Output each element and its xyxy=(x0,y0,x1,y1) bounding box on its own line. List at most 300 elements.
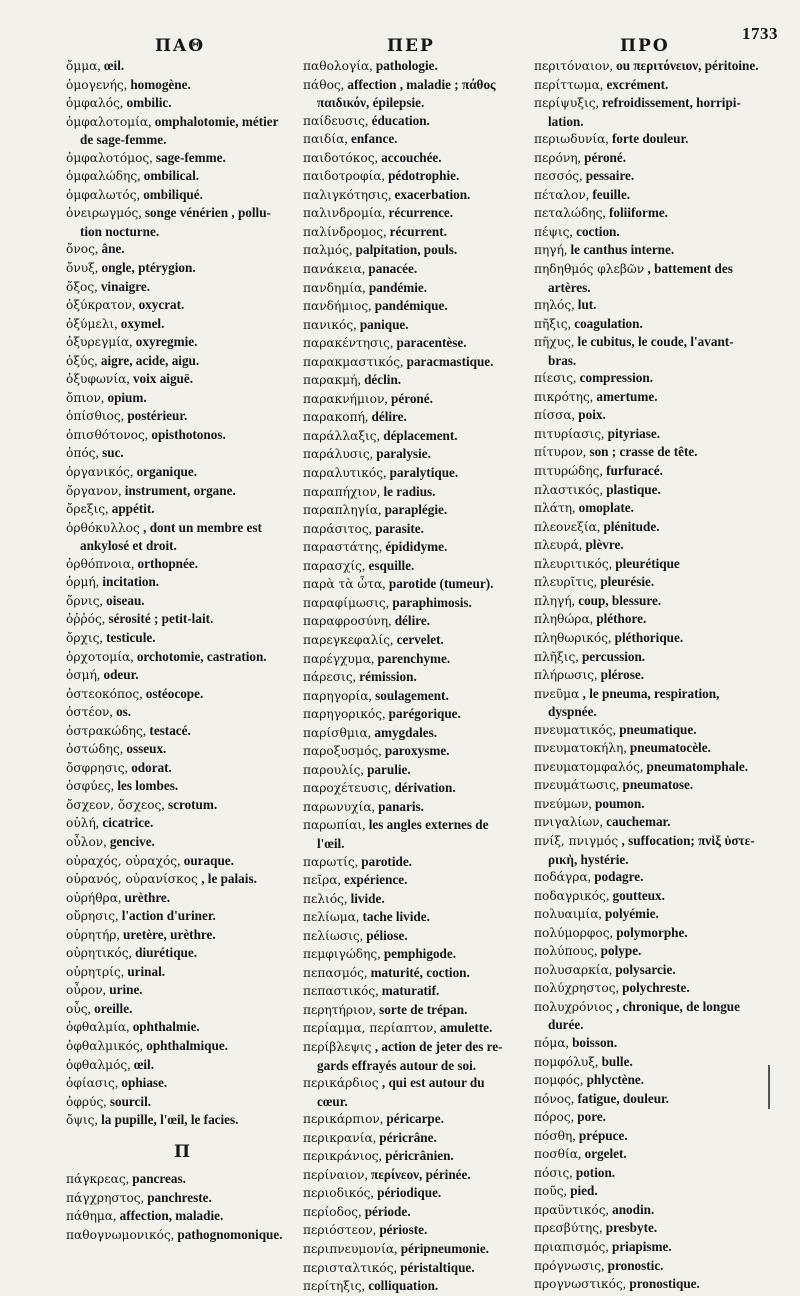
french-definition: pessaire. xyxy=(585,168,635,184)
dictionary-entry: πνιγαλίων, cauchemar. xyxy=(534,814,671,830)
dictionary-entry: παίδευσις, éducation. xyxy=(303,112,430,128)
greek-term: περικάρπιον xyxy=(303,1112,380,1127)
greek-term: παλιγκότησις xyxy=(303,187,388,202)
greek-term: ὁμογενής xyxy=(66,77,124,92)
french-definition: appétit. xyxy=(111,501,155,517)
dictionary-entry: οὐρητρίς, urinal. xyxy=(66,963,166,979)
french-definition: organique. xyxy=(136,464,198,480)
greek-term: πολυχρόνιος xyxy=(534,999,613,1014)
greek-term: περίναιον xyxy=(303,1167,365,1182)
french-definition: coction. xyxy=(576,223,620,239)
french-definition: parenchyme. xyxy=(377,650,451,666)
greek-term: ποσθία xyxy=(534,1147,579,1162)
dictionary-entry: παρὰ τὰ ὦτα, parotide (tumeur). xyxy=(303,576,494,592)
dictionary-entry: παρασχίς, esquille. xyxy=(303,557,415,573)
dictionary-entry: παρηγορία, soulagement. xyxy=(303,687,449,703)
greek-term: ὀρθόπνοια xyxy=(66,556,131,571)
greek-term: πλευρά xyxy=(534,538,579,553)
greek-term: παίδευσις xyxy=(303,113,366,128)
dictionary-entry: περιπνευμονία, péripneumonie. xyxy=(303,1241,489,1256)
greek-term: παρουλίς xyxy=(303,762,361,777)
french-definition: de sage-femme. xyxy=(80,132,167,148)
french-definition: périodique. xyxy=(377,1185,442,1201)
greek-term: περιπνευμονία xyxy=(303,1242,395,1256)
column-header-2: ΠΕΡ xyxy=(387,36,435,56)
greek-term: παραπήχιον xyxy=(303,484,377,499)
dictionary-entry: ὀνειρωγμός, songe vénérien , pollu- xyxy=(66,205,271,221)
greek-term: πίτυρον xyxy=(534,445,583,460)
greek-term: παλινδρομία xyxy=(303,206,382,221)
french-definition: scrotum. xyxy=(167,796,218,812)
dictionary-entry: ὀσφύες, les lombes. xyxy=(66,778,179,794)
greek-term: πῆχυς xyxy=(534,335,571,350)
dictionary-entry: παραπληγία, paraplégie. xyxy=(303,502,448,518)
greek-term: πληγή xyxy=(534,593,572,608)
greek-term: ὀνειρωγμός xyxy=(66,206,139,221)
french-definition: soulagement. xyxy=(375,687,449,703)
greek-term: οὐρητρίς xyxy=(66,964,121,979)
french-definition: péricarpe. xyxy=(386,1111,444,1127)
greek-term: ὀξυφωνία xyxy=(66,372,127,387)
dictionary-entry: πεταλώδης, foliiforme. xyxy=(534,205,668,221)
greek-term: ὄξος xyxy=(66,279,95,294)
french-definition: polyémie. xyxy=(605,906,659,922)
greek-term: παρωπίαι xyxy=(303,818,363,833)
french-definition: accouchée. xyxy=(381,149,442,165)
dictionary-entry: πολυαιμία, polyémie. xyxy=(534,906,659,922)
dictionary-entry xyxy=(534,685,780,704)
dictionary-entry: παρακνήμιον, péroné. xyxy=(303,390,433,406)
dictionary-entry: πάγκρεας, pancreas. xyxy=(66,1171,186,1187)
french-definition: rémission. xyxy=(359,669,417,685)
dictionary-entry: πελίωσις, péliose. xyxy=(303,927,408,943)
greek-term: περικράνιος xyxy=(303,1149,379,1164)
greek-term: πεῖρα xyxy=(303,873,338,888)
french-definition: gencive. xyxy=(109,833,155,849)
french-definition: diurétique. xyxy=(135,945,198,961)
greek-term: ὀμφαλώδης xyxy=(66,169,138,184)
french-definition: ρικὴ, hystérie. xyxy=(548,851,629,867)
dictionary-entry: πικρότης, amertume. xyxy=(534,388,658,404)
greek-term: πλάτη xyxy=(534,501,573,516)
greek-term: ὄρνις xyxy=(66,593,100,608)
greek-term: πολύχρηστος xyxy=(534,981,616,996)
dictionary-entry: ὀμφαλωτός, ombiliqué. xyxy=(66,186,203,202)
greek-term: περιωδυνία xyxy=(534,132,606,147)
greek-term: περίψυξις xyxy=(534,96,596,111)
greek-term: πεπασμός xyxy=(303,965,364,980)
dictionary-entry: περισταλτικός, péristaltique. xyxy=(303,1259,475,1275)
greek-term: παροχέτευσις xyxy=(303,781,388,796)
dictionary-entry: πόνος, fatigue, douleur. xyxy=(534,1090,669,1106)
french-definition: polymorphe. xyxy=(616,924,688,940)
greek-term: ὁρμή xyxy=(66,575,96,590)
dictionary-entry: πρεσβύτης, presbyte. xyxy=(534,1220,658,1236)
greek-term: πελιός xyxy=(303,891,344,906)
greek-term: πληθωρικός xyxy=(534,630,609,645)
french-definition: péripneumonie. xyxy=(400,1241,489,1256)
dictionary-entry: ὄρεξις, appétit. xyxy=(66,501,155,517)
greek-term: ποδάγρα xyxy=(534,870,588,885)
french-definition: panchreste. xyxy=(147,1189,212,1205)
greek-term: πνιγαλίων xyxy=(534,815,600,830)
greek-term: πάθος xyxy=(303,77,341,92)
dictionary-entry: πριαπισμός, priapisme. xyxy=(534,1239,672,1254)
french-definition: suc. xyxy=(102,445,124,461)
greek-term: παραπληγία xyxy=(303,503,378,518)
french-definition: oreille. xyxy=(94,1000,133,1016)
greek-term: παρασχίς xyxy=(303,558,362,573)
dictionary-entry: πάρεσις, rémission. xyxy=(303,669,417,685)
greek-term: ὀρχοτομία xyxy=(66,649,131,664)
dictionary-entry: πολύμορφος, polymorphe. xyxy=(534,924,688,940)
french-definition: pléthore. xyxy=(596,611,647,627)
dictionary-entry: πεσσός, pessaire. xyxy=(534,168,635,184)
greek-term: περίοδος xyxy=(303,1204,359,1219)
dictionary-entry: πλεονεξία, plénitude. xyxy=(534,518,660,534)
french-definition: urine. xyxy=(109,982,143,998)
dictionary-entry: ὀῤῥός, sérosité ; petit-lait. xyxy=(66,611,214,627)
greek-term: πνίξ, πνιγμός xyxy=(534,833,619,848)
greek-term: πανικός xyxy=(303,317,354,332)
greek-term: ὀφθαλμικός xyxy=(66,1038,140,1053)
french-definition: vinaigre. xyxy=(100,278,151,294)
french-definition: péliose. xyxy=(366,927,408,943)
greek-term: παθολογία xyxy=(303,59,370,73)
dictionary-entry: πρόγνωσις, pronostic. xyxy=(534,1257,664,1273)
greek-term: περιτόναιον xyxy=(534,59,610,73)
greek-term: περητήριον xyxy=(303,1002,373,1017)
dictionary-entry: πηγή, le canthus interne. xyxy=(534,242,675,258)
greek-term: πάγκρεας xyxy=(66,1172,126,1187)
dictionary-entry: ὀξύμελι, oxymel. xyxy=(66,315,165,331)
dictionary-entry: παραπήχιον, le radius. xyxy=(303,483,436,499)
dictionary-entry: ὄρχις, testicule. xyxy=(66,629,156,645)
dictionary-entry: παραστάτης, épididyme. xyxy=(303,539,448,555)
french-definition: osseux. xyxy=(126,741,167,757)
dictionary-entry: ποδαγρικός, goutteux. xyxy=(534,887,665,903)
dictionary-entry: οὖλον, gencive. xyxy=(66,833,155,849)
dictionary-entry: παρακμή, déclin. xyxy=(303,372,402,388)
french-definition: pityriase. xyxy=(607,425,661,441)
greek-term: πέψις xyxy=(534,224,570,239)
greek-term: πηλός xyxy=(534,298,572,313)
greek-term: περιόστεον xyxy=(303,1223,373,1238)
greek-term: πελίωσις xyxy=(303,928,360,943)
dictionary-entry: ὀστρακώδης, testacé. xyxy=(66,722,191,738)
french-definition: pleurétique xyxy=(615,555,680,571)
greek-term: παράλλαξις xyxy=(303,428,377,443)
french-definition: péricrâne. xyxy=(379,1129,437,1145)
french-definition: songe vénérien , pollu- xyxy=(144,205,271,221)
dictionary-entry: οὖρον, urine. xyxy=(66,982,143,998)
dictionary-entry: πάθος, affection , maladie ; πάθος xyxy=(303,76,496,92)
dictionary-entry: ὄρνις, oiseau. xyxy=(66,592,145,608)
french-definition: pemphigode. xyxy=(383,946,457,962)
greek-term: παιδοτόκος xyxy=(303,150,375,165)
greek-term: ὀπισθότονος xyxy=(66,427,145,442)
dictionary-entry: πανδήμιος, pandémique. xyxy=(303,298,448,314)
french-definition: , dont un membre est xyxy=(143,519,262,535)
french-definition: compression. xyxy=(579,370,654,386)
dictionary-entry: παρέγχυμα, parenchyme. xyxy=(303,650,451,666)
greek-term: οὖς xyxy=(66,1001,88,1016)
greek-term: παρωνυχία xyxy=(303,799,372,814)
dictionary-entry: ὀργανικός, organique. xyxy=(66,464,198,480)
french-definition: pédotrophie. xyxy=(388,168,460,184)
french-definition: éducation. xyxy=(371,112,430,128)
greek-term: οὐρήθρα xyxy=(66,890,118,905)
greek-term: πνευματοκήλη xyxy=(534,741,624,756)
dictionary-entry: πεμφιγώδης, pemphigode. xyxy=(303,946,457,962)
dictionary-entry: παλινδρομία, récurrence. xyxy=(303,205,454,221)
dictionary-entry xyxy=(534,703,780,721)
greek-term: παράσιτος xyxy=(303,521,369,536)
dictionary-entry: πεῖρα, expérience. xyxy=(303,872,408,888)
greek-term: ὀσμή xyxy=(66,668,97,683)
dictionary-entry: περιοδικός, périodique. xyxy=(303,1185,442,1201)
french-definition: opisthotonos. xyxy=(151,426,226,442)
french-definition: sourcil. xyxy=(109,1093,152,1109)
greek-term: ὀμφαλοτομία xyxy=(66,114,149,129)
french-definition: panacée. xyxy=(368,261,418,277)
dictionary-entry: ποσθία, orgelet. xyxy=(534,1146,627,1162)
greek-term: πεσσός xyxy=(534,169,580,184)
dictionary-entry: πόμα, boisson. xyxy=(534,1034,618,1050)
dictionary-entry xyxy=(303,1093,529,1111)
french-definition: péricrânien. xyxy=(385,1148,454,1164)
dictionary-entry: ὀξύκρατον, oxycrat. xyxy=(66,297,185,313)
french-definition: dyspnée. xyxy=(548,704,597,720)
french-definition: os. xyxy=(116,704,132,720)
french-definition: délire. xyxy=(394,613,430,629)
greek-term: παρακμαστικός xyxy=(303,354,401,369)
greek-term: παρακοπή xyxy=(303,410,365,425)
french-definition: ophiase. xyxy=(121,1075,168,1091)
french-definition: pandémique. xyxy=(374,298,448,314)
french-definition: affection, maladie. xyxy=(119,1208,224,1224)
french-definition: son ; crasse de tête. xyxy=(589,444,698,460)
french-definition: déplacement. xyxy=(383,427,458,443)
dictionary-entry: περιτόναιον, ou περιτόνειον, péritoine. xyxy=(534,58,759,73)
french-definition: fatigue, douleur. xyxy=(577,1090,669,1106)
french-definition: , qui est autour du xyxy=(381,1075,485,1091)
french-definition: excrément. xyxy=(606,76,669,92)
greek-term: ποῦς xyxy=(534,1184,564,1199)
greek-term: πρόγνωσις xyxy=(534,1258,602,1273)
french-definition: ophthalmie. xyxy=(132,1019,200,1035)
french-definition: podagre. xyxy=(594,869,644,885)
french-definition: uretère, urèthre. xyxy=(123,926,216,942)
french-definition: panique. xyxy=(359,316,409,332)
french-definition: sérosité ; petit-lait. xyxy=(108,611,214,627)
french-definition: pneumatocèle. xyxy=(629,740,711,756)
dictionary-entry: ὄργανον, instrument, organe. xyxy=(66,482,236,498)
french-definition: postérieur. xyxy=(127,408,188,424)
greek-term: πέταλον xyxy=(534,187,586,202)
greek-term: ὀπός xyxy=(66,446,96,461)
dictionary-entry: παρωνυχία, panaris. xyxy=(303,798,424,814)
french-definition: parulie. xyxy=(367,761,411,777)
dictionary-entry: περιωδυνία, forte douleur. xyxy=(534,131,689,147)
french-definition: l'œil. xyxy=(317,835,345,851)
greek-term: περίβλεψις xyxy=(303,1039,372,1054)
dictionary-entry: ὄψις, la pupille, l'œil, le facies. xyxy=(66,1112,239,1128)
french-definition: ombiliqué. xyxy=(143,186,203,202)
greek-term: πίεσις xyxy=(534,371,574,386)
dictionary-entry xyxy=(303,1038,529,1057)
french-definition: testicule. xyxy=(106,629,156,645)
french-definition: ankylosé et droit. xyxy=(80,538,177,554)
greek-term: ὀστεοκόπος xyxy=(66,686,140,701)
dictionary-entry: περικάρπιον, péricarpe. xyxy=(303,1111,444,1127)
french-definition: oxymel. xyxy=(120,315,165,331)
dictionary-entry: πνευμάτωσις, pneumatose. xyxy=(534,777,694,793)
french-definition: œil. xyxy=(104,58,125,73)
french-definition: percussion. xyxy=(581,648,646,664)
french-definition: pneumatique. xyxy=(619,721,697,737)
greek-term: πολυσαρκία xyxy=(534,962,609,977)
dictionary-entry: παράλυσις, paralysie. xyxy=(303,446,431,462)
greek-term: ποδαγρικός xyxy=(534,888,606,903)
greek-term: πνευματικός xyxy=(534,722,613,737)
greek-term: πίσσα xyxy=(534,408,572,423)
french-definition: ongle, ptérygion. xyxy=(101,260,196,276)
greek-term: παρωτίς xyxy=(303,854,355,869)
french-definition: œil. xyxy=(133,1056,154,1072)
dictionary-entry: πομφόλυξ, bulle. xyxy=(534,1053,633,1069)
dictionary-entry xyxy=(534,998,780,1017)
greek-term: πόνος xyxy=(534,1091,571,1106)
dictionary-entry: περιόστεον, périoste. xyxy=(303,1222,428,1238)
dictionary-entry: ὀξυρεγμία, oxyregmie. xyxy=(66,334,198,350)
french-definition: paraplégie. xyxy=(384,502,448,518)
french-definition: les lombes. xyxy=(117,778,179,794)
french-definition: urinal. xyxy=(127,963,166,979)
greek-term: πραϋντικός xyxy=(534,1202,606,1217)
dictionary-entry: παρακοπή, délire. xyxy=(303,409,407,425)
dictionary-entry: πιτυρίασις, pityriase. xyxy=(534,425,661,441)
dictionary-entry: πληθωρικός, pléthorique. xyxy=(534,629,684,645)
french-definition: ostéocope. xyxy=(145,685,204,701)
french-definition: délire. xyxy=(371,409,407,425)
column-1 xyxy=(66,57,298,1244)
greek-term: πόσθη xyxy=(534,1128,573,1143)
greek-term: πλευριτικός xyxy=(534,556,609,571)
french-definition: lut. xyxy=(577,297,597,313)
greek-term: περίαμμα, περίαπτον xyxy=(303,1021,434,1036)
dictionary-entry: πέψις, coction. xyxy=(534,223,620,239)
dictionary-entry xyxy=(534,851,780,869)
dictionary-entry: οὐλή, cicatrice. xyxy=(66,815,154,831)
french-definition: aigre, acide, aigu. xyxy=(100,352,200,368)
dictionary-entry xyxy=(534,352,780,370)
dictionary-entry: πῆχυς, le cubitus, le coude, l'avant- xyxy=(534,334,734,350)
french-definition: homogène. xyxy=(130,76,191,92)
dictionary-entry: ὀμφαλοτομία, omphalotomie, métier xyxy=(66,113,279,129)
greek-term: οὐραχός, οὐραχός xyxy=(66,853,178,868)
dictionary-entry: πλευριτικός, pleurétique xyxy=(534,555,680,571)
dictionary-entry: παθογνωμονικός, pathognomonique. xyxy=(66,1226,283,1242)
greek-term: πολύμορφος xyxy=(534,925,610,940)
margin-mark xyxy=(768,1065,770,1109)
greek-term: ὀφρύς xyxy=(66,1094,104,1109)
french-definition: odeur. xyxy=(103,667,139,683)
french-definition: polysarcie. xyxy=(615,961,676,977)
dictionary-entry: παιδία, enfance. xyxy=(303,131,398,147)
dictionary-entry: παρακέντησις, paracentèse. xyxy=(303,335,467,351)
french-definition: épididyme. xyxy=(385,539,448,555)
dictionary-entry: ὀρθόπνοια, orthopnée. xyxy=(66,555,198,571)
dictionary-entry: πολύχρηστος, polychreste. xyxy=(534,980,690,996)
french-definition: , le pneuma, respiration, xyxy=(582,685,720,701)
greek-term: πανδήμιος xyxy=(303,299,369,314)
greek-term: παράλυσις xyxy=(303,447,370,462)
greek-term: ὀμφαλωτός xyxy=(66,187,137,202)
greek-term: περίττωμα xyxy=(534,77,600,92)
french-definition: affection , maladie ; πάθος xyxy=(347,76,496,92)
dictionary-entry: ὀφίασις, ophiase. xyxy=(66,1075,168,1091)
dictionary-entry: ὄνος, âne. xyxy=(66,241,125,257)
dictionary-entry xyxy=(534,279,780,297)
french-definition: cicatrice. xyxy=(102,815,154,831)
greek-term: πιτυρίασις xyxy=(534,426,602,441)
dictionary-entry xyxy=(66,870,298,889)
greek-term: πλεονεξία xyxy=(534,519,597,534)
dictionary-entry: παραφίμωσις, paraphimosis. xyxy=(303,594,472,610)
dictionary-entry: ὀσμή, odeur. xyxy=(66,667,139,683)
greek-term: ὄνος xyxy=(66,242,95,257)
dictionary-entry xyxy=(303,1057,529,1075)
french-definition: péroné. xyxy=(584,149,627,165)
french-definition: forte douleur. xyxy=(611,131,689,147)
dictionary-entry: ὄξος, vinaigre. xyxy=(66,278,151,294)
dictionary-entry: ποῦς, pied. xyxy=(534,1183,598,1199)
french-definition: polychreste. xyxy=(622,980,690,996)
french-definition: pneumatomphale. xyxy=(646,758,749,774)
french-definition: paraphimosis. xyxy=(392,594,472,610)
greek-term: πεπαστικός xyxy=(303,984,376,999)
greek-term: ὄμμα xyxy=(66,59,98,73)
dictionary-entry: ὀφθαλμός, œil. xyxy=(66,1056,154,1072)
dictionary-entry: περόνη, péroné. xyxy=(534,149,627,165)
french-definition: poumon. xyxy=(595,795,645,811)
dictionary-entry: παροχέτευσις, dérivation. xyxy=(303,780,456,796)
french-definition: bras. xyxy=(548,352,577,368)
greek-term: ὄργανον xyxy=(66,483,119,498)
greek-term: παιδοτροφία xyxy=(303,169,382,184)
dictionary-entry: παροξυσμός, paroxysme. xyxy=(303,743,450,759)
dictionary-entry xyxy=(534,1016,780,1034)
dictionary-entry: ὀφθαλμικός, ophthalmique. xyxy=(66,1037,228,1053)
french-definition: panaris. xyxy=(378,798,424,814)
french-definition: oxycrat. xyxy=(138,297,185,313)
dictionary-entry: ὀστεοκόπος, ostéocope. xyxy=(66,685,204,701)
greek-term: παρηγορικός xyxy=(303,707,383,722)
french-definition: orthopnée. xyxy=(137,555,198,571)
french-definition: , suffocation; πνὶξ ὑστε- xyxy=(621,832,755,848)
greek-term: ὀφθαλμία xyxy=(66,1020,127,1035)
dictionary-entry: πεπασμός, maturité, coction. xyxy=(303,964,470,980)
greek-term: ὄρχις xyxy=(66,630,100,645)
french-definition: esquille. xyxy=(368,557,415,573)
dictionary-entry: πανικός, panique. xyxy=(303,316,409,332)
dictionary-entry: πάγχρηστος, panchreste. xyxy=(66,1189,212,1205)
dictionary-entry: περητήριον, sorte de trépan. xyxy=(303,1001,468,1017)
french-definition: prépuce. xyxy=(578,1127,628,1143)
greek-term: πρεσβύτης xyxy=(534,1221,600,1236)
greek-term: πεμφιγώδης xyxy=(303,947,378,962)
